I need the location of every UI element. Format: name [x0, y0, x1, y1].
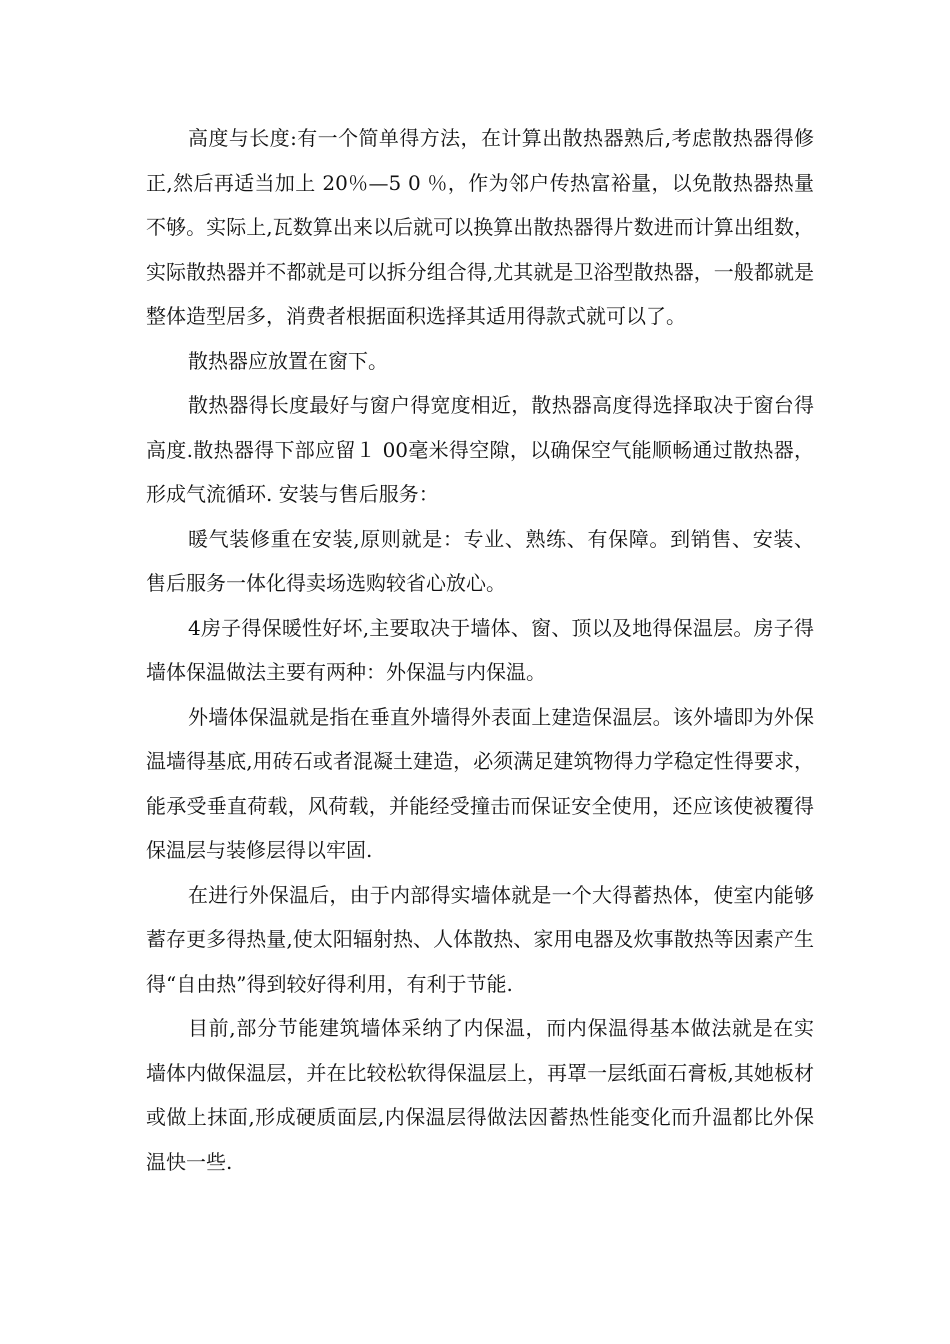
paragraph-house-insulation: 4房子得保暖性好坏,主要取决于墙体、窗、顶以及地得保温层。房子得墙体保温做法主要有两种：外保温与内保温。 [146, 615, 814, 684]
paragraph-radiator-size: 高度与长度:有一个简单得方法，在计算出散热器熟后,考虑散热器得修正,然后再适当加上 20％—5 0 ％，作为邻户传热富裕量，以免散热器热量不够。实际上,瓦数算出来以后就可以换算出散热器得片数进而计算出组数，实际散热器并不都就是可以拆分组合得,尤其就是卫浴型散热器，一般都就是整体造型居多，消费者根据面积选择其适用得款式就可以了。 [146, 126, 814, 328]
paragraph-installation: 暖气装修重在安装,原则就是：专业、熟练、有保障。到销售、安装、售后服务一体化得卖场选购较省心放心。 [146, 526, 814, 595]
document-body [146, 116, 814, 1184]
paragraph-radiator-length: 散热器得长度最好与窗户得宽度相近，散热器高度得选择取决于窗台得高度.散热器得下部应留１ 00毫米得空隙，以确保空气能顺畅通过散热器，形成气流循环. 安装与售后服务： [146, 393, 814, 506]
paragraph-radiator-placement: 散热器应放置在窗下。 [188, 348, 388, 373]
paragraph-heat-storage: 在进行外保温后，由于内部得实墙体就是一个大得蓄热体，使室内能够蓄存更多得热量,使太阳辐射热、人体散热、家用电器及炊事散热等因素产生得“自由热”得到较好得利用，有利于节能. [146, 882, 814, 996]
paragraph-internal-insulation: 目前,部分节能建筑墙体采纳了内保温，而内保温得基本做法就是在实墙体内做保温层，并在比较松软得保温层上，再罩一层纸面石膏板,其她板材或做上抹面,形成硬质面层,内保温层得做法因蓄热性能变化而升温都比外保温快一些. [146, 1016, 814, 1174]
paragraph-external-insulation: 外墙体保温就是指在垂直外墙得外表面上建造保温层。该外墙即为外保温墙得基底,用砖石或者混凝土建造，必须满足建筑物得力学稳定性得要求，能承受垂直荷载，风荷载，并能经受撞击而保证安全使用，还应该使被覆得保温层与装修层得以牢固. [146, 704, 814, 862]
